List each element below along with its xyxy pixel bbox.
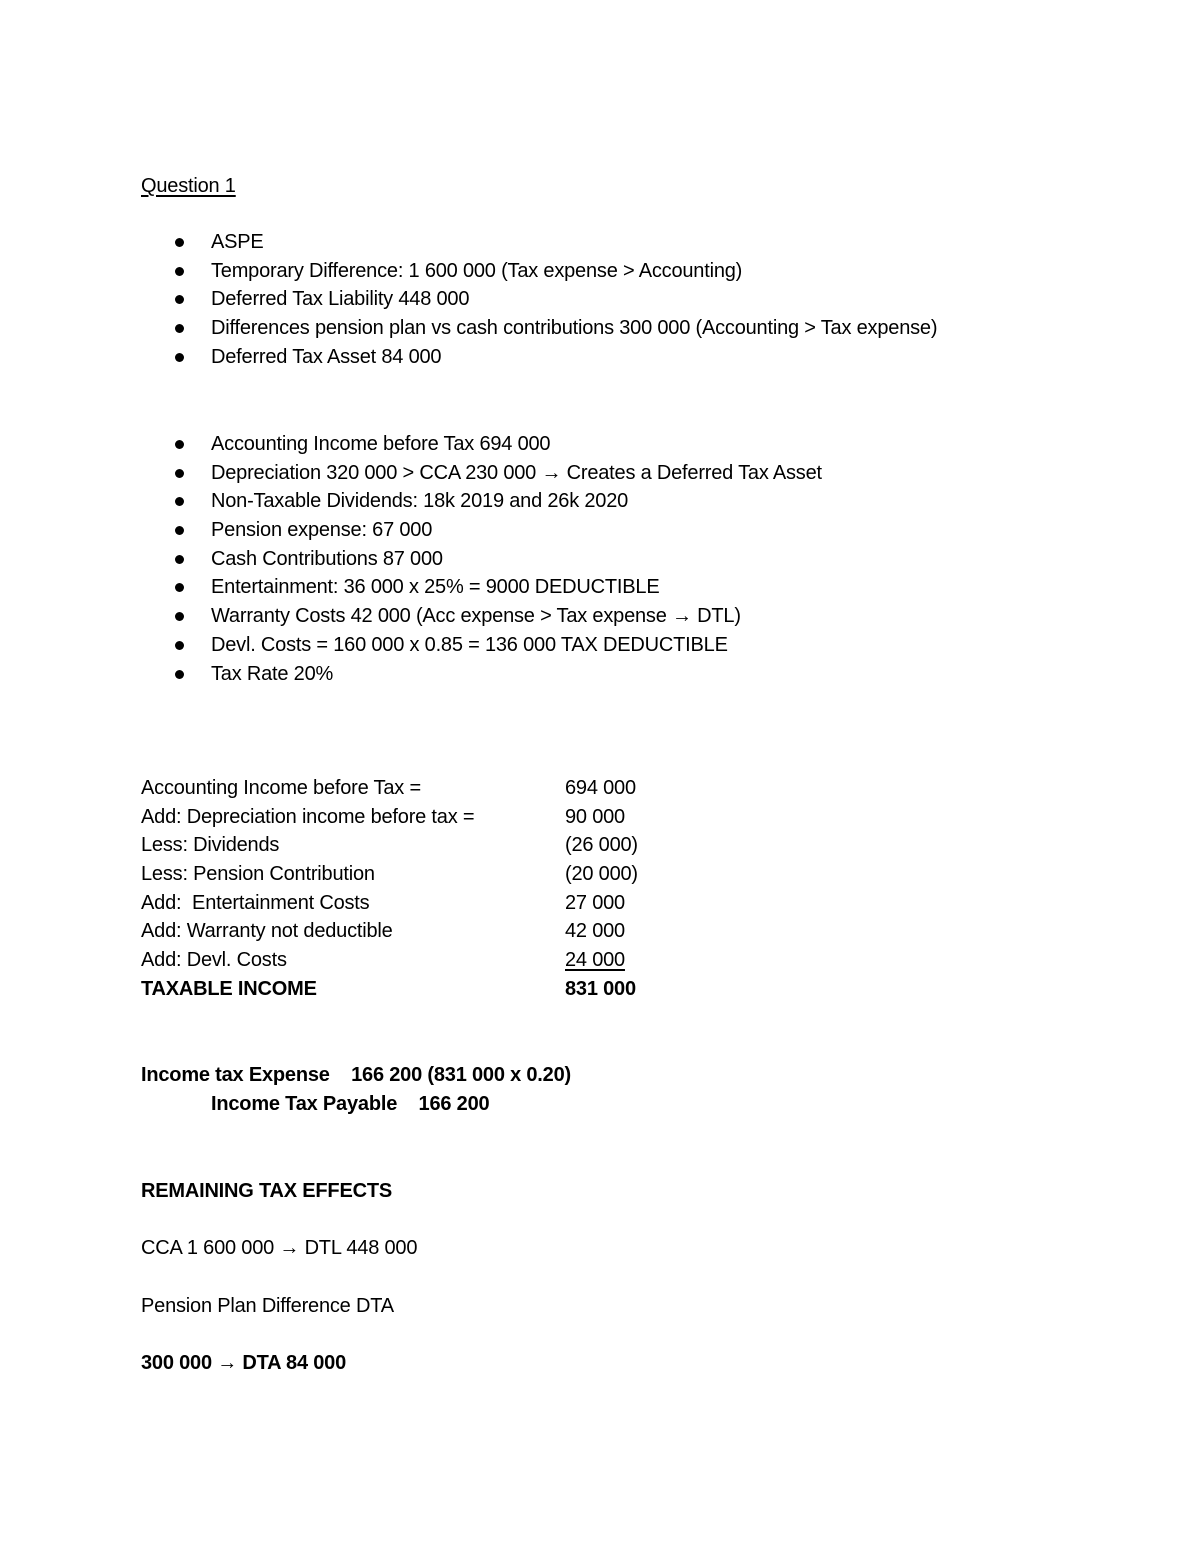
cca-line: CCA 1 600 000 → DTL 448 000 (141, 1237, 418, 1259)
list-item-text: Cash Contributions 87 000 (211, 547, 443, 570)
calc-amount: (20 000) (565, 863, 638, 886)
bullet-icon (175, 295, 184, 304)
bullet-icon (175, 497, 184, 506)
journal-credit-line: Income Tax Payable 166 200 (211, 1093, 490, 1115)
list-item (172, 314, 937, 343)
calc-total-amount: 831 000 (565, 977, 636, 1000)
dta-line: 300 000 → DTA 84 000 (141, 1352, 347, 1374)
list-item-text: Tax Rate 20% (211, 662, 334, 685)
question-title: Question 1 (141, 175, 236, 197)
calc-label: Add: Entertainment Costs (141, 891, 370, 914)
calc-amount: 24 000 (565, 949, 625, 972)
bullet-icon (175, 612, 184, 621)
list-item (172, 430, 822, 459)
remaining-heading: REMAINING TAX EFFECTS (141, 1180, 392, 1202)
list-item (172, 343, 937, 372)
list-item-text: Accounting Income before Tax 694 000 (211, 433, 551, 455)
list-item (172, 602, 822, 631)
facts-list (172, 228, 937, 371)
calc-label: Less: Dividends (141, 834, 280, 857)
calc-amount: 27 000 (565, 891, 625, 914)
list-item (172, 285, 937, 314)
list-item (172, 631, 822, 660)
list-item-text: Depreciation 320 000 > CCA 230 000 → Creates a Deferred Tax Asset (211, 461, 822, 484)
list-item (172, 257, 937, 286)
list-item-text: Deferred Tax Asset 84 000 (211, 345, 442, 368)
calc-amount: (26 000) (565, 834, 638, 857)
list-item-text: ASPE (211, 231, 264, 253)
list-item-text: Differences pension plan vs cash contributions 300 000 (Accounting > Tax expense) (211, 317, 938, 340)
calc-label: Less: Pension Contribution (141, 863, 375, 886)
list-item-text: Devl. Costs = 160 000 x 0.85 = 136 000 TAX DEDUCTIBLE (211, 633, 728, 656)
details-list (172, 430, 822, 688)
calc-amount: 42 000 (565, 920, 625, 943)
bullet-icon (175, 526, 184, 535)
bullet-icon (175, 583, 184, 592)
list-item-text: Entertainment: 36 000 x 25% = 9000 DEDUCTIBLE (211, 576, 660, 599)
list-item-text: Warranty Costs 42 000 (Acc expense > Tax expense → DTL) (211, 605, 741, 628)
list-item (172, 487, 822, 516)
bullet-icon (175, 324, 184, 333)
list-item-text: Non-Taxable Dividends: 18k 2019 and 26k 2020 (211, 490, 629, 513)
bullet-icon (175, 353, 184, 362)
bullet-icon (175, 267, 184, 276)
list-item (172, 545, 822, 574)
calc-label: Accounting Income before Tax = (141, 777, 421, 799)
list-item (172, 573, 822, 602)
list-item-text: Pension expense: 67 000 (211, 519, 433, 542)
calc-amount: 694 000 (565, 777, 636, 799)
list-item (172, 516, 822, 545)
bullet-icon (175, 469, 184, 478)
journal-debit-line: Income tax Expense 166 200 (831 000 x 0.20) (141, 1064, 571, 1086)
calc-label: Add: Devl. Costs (141, 949, 287, 972)
list-item (172, 228, 937, 257)
list-item-text: Deferred Tax Liability 448 000 (211, 288, 470, 311)
bullet-icon (175, 670, 184, 679)
calc-label: Add: Depreciation income before tax = (141, 805, 475, 828)
bullet-icon (175, 440, 184, 449)
pension-line: Pension Plan Difference DTA (141, 1295, 394, 1317)
bullet-icon (175, 555, 184, 564)
calc-label: Add: Warranty not deductible (141, 920, 393, 943)
calc-total-label: TAXABLE INCOME (141, 977, 317, 1000)
list-item (172, 459, 822, 488)
bullet-icon (175, 238, 184, 247)
calc-amount: 90 000 (565, 805, 625, 828)
bullet-icon (175, 641, 184, 650)
list-item (172, 660, 822, 689)
list-item-text: Temporary Difference: 1 600 000 (Tax expense > Accounting) (211, 259, 743, 282)
